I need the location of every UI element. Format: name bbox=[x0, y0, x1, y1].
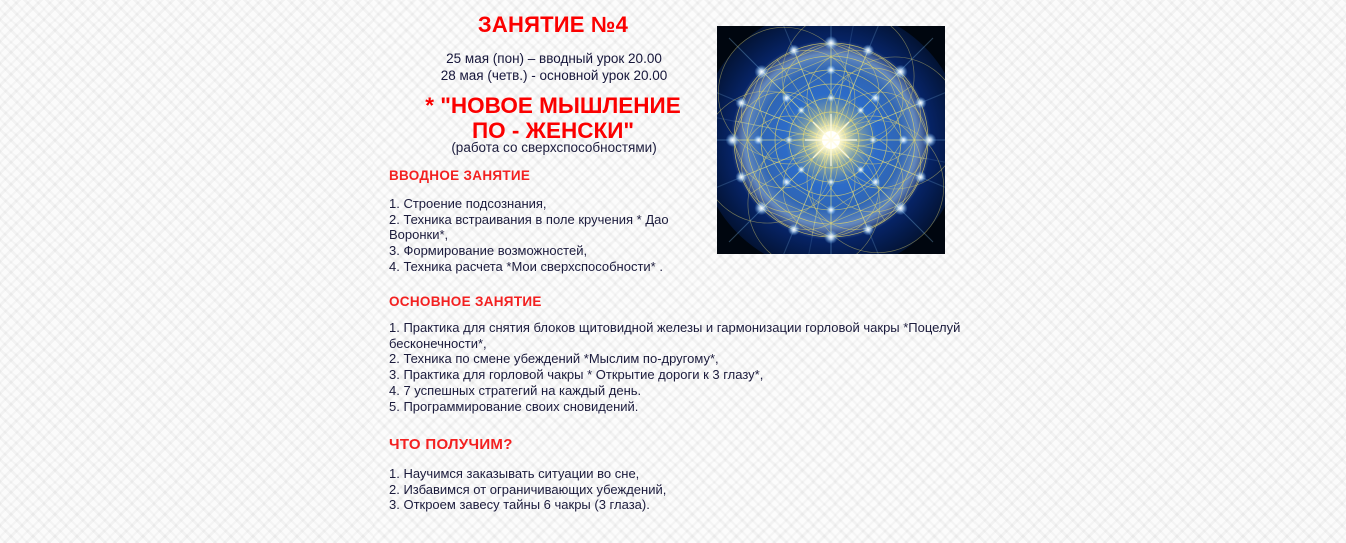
list-item: 1. Научимся заказывать ситуации во сне, bbox=[389, 466, 640, 481]
content-panel bbox=[373, 0, 975, 543]
section-heading-main: ОСНОВНОЕ ЗАНЯТИЕ bbox=[389, 294, 542, 309]
course-subtitle: (работа со сверхспособностями) bbox=[451, 140, 657, 155]
list-item: 3. Откроем завесу тайны 6 чакры (3 глаза). bbox=[389, 497, 650, 513]
mandala-image bbox=[717, 26, 945, 254]
section-heading-intro: ВВОДНОЕ ЗАНЯТИЕ bbox=[389, 168, 531, 183]
list-item: 2. Техника встраивания в поле кручения * Дао Воронки*, bbox=[389, 211, 669, 243]
page-title: ЗАНЯТИЕ №4 bbox=[477, 12, 629, 37]
list-item: 5. Программирование своих сновидений. bbox=[389, 398, 639, 414]
course-name-line-2: ПО - ЖЕНСКИ" bbox=[471, 118, 635, 143]
list-item: 3. Формирование возможностей, bbox=[389, 243, 588, 259]
course-name-line-1: * "НОВОЕ МЫШЛЕНИЕ bbox=[425, 93, 681, 118]
section-heading-outcome: ЧТО ПОЛУЧИМ? bbox=[389, 436, 513, 453]
list-item: 4. Техника расчета *Мои сверхспособности* . bbox=[389, 258, 663, 274]
section-body-outcome bbox=[389, 466, 789, 513]
schedule-line-2: 28 мая (четв.) - основной урок 20.00 bbox=[440, 68, 668, 83]
list-item: 4. 7 успешных стратегий на каждый день. bbox=[389, 382, 642, 398]
schedule-line-1: 25 мая (пон) – вводный урок 20.00 bbox=[446, 51, 662, 66]
section-body-main bbox=[389, 320, 969, 414]
list-item: 2. Техника по смене убеждений *Мыслим по-другому*, bbox=[389, 351, 719, 367]
list-item: 2. Избавимся от ограничивающих убеждений, bbox=[389, 481, 667, 497]
schedule-block bbox=[373, 50, 735, 84]
list-item: 1. Строение подсознания, bbox=[389, 196, 547, 211]
list-item: 1. Практика для снятия блоков щитовидной железы и гармонизации горловой чакры *Поцелуй бесконечности*, bbox=[389, 320, 961, 351]
course-name bbox=[373, 93, 733, 143]
section-body-intro bbox=[389, 196, 689, 275]
list-item: 3. Практика для горловой чакры * Открытие дороги к 3 глазу*, bbox=[389, 367, 764, 383]
